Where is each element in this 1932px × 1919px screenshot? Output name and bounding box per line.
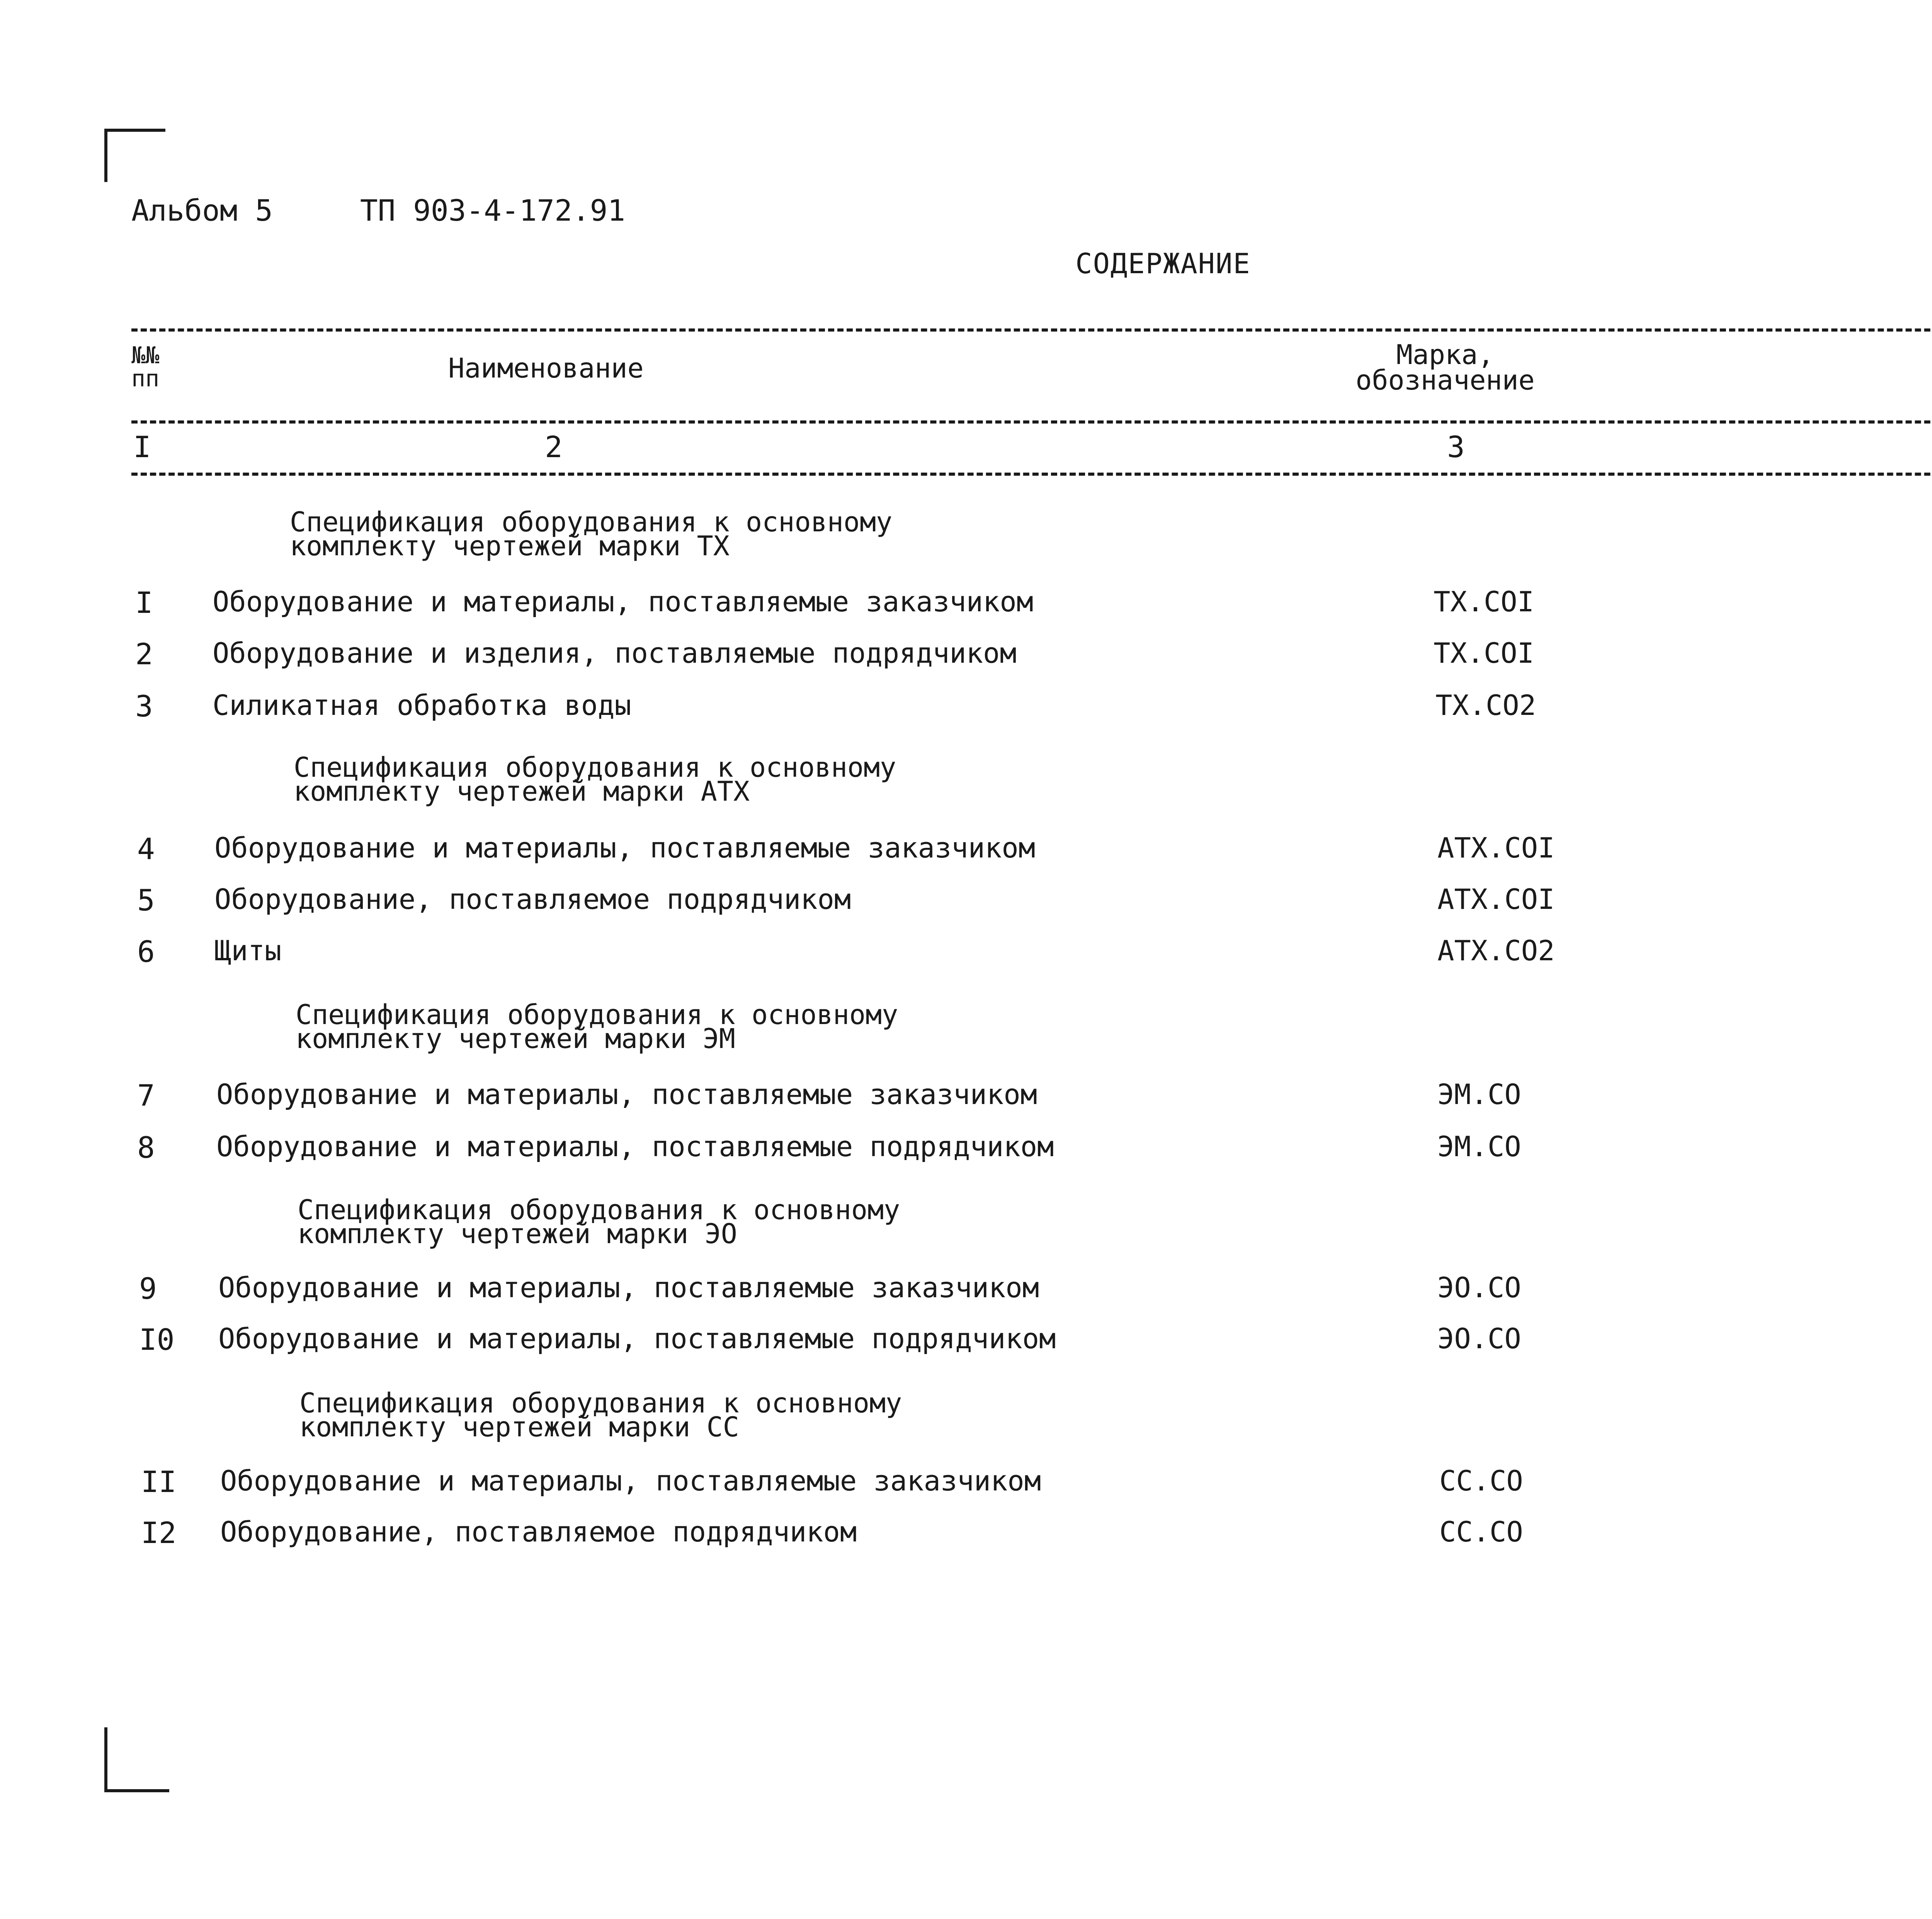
table-row <box>0 1271 1932 1310</box>
row-mark: ЭО.СО <box>1437 1271 1521 1304</box>
document-header <box>131 193 625 228</box>
row-mark: СС.СО <box>1439 1516 1523 1548</box>
row-name: Оборудование и материалы, поставляемые заказчиком <box>213 585 1034 618</box>
column-index: I <box>133 430 151 464</box>
table-row <box>0 883 1932 922</box>
section-heading-line1: Спецификация оборудования к основному <box>294 752 896 783</box>
section-heading <box>294 752 896 807</box>
row-number: 6 <box>137 934 155 969</box>
row-number: 4 <box>137 832 155 866</box>
row-name: Оборудование и материалы, поставляемые подрядчиком <box>216 1130 1054 1163</box>
row-mark: СС.СО <box>1439 1465 1523 1497</box>
row-mark: АТХ.СО2 <box>1437 934 1555 967</box>
column-index: 2 <box>545 430 563 464</box>
row-mark: ЭМ.СО <box>1437 1130 1521 1163</box>
section-heading-line2: комплекту чертежей марки ТХ <box>290 530 730 562</box>
table-row <box>0 689 1932 728</box>
row-mark: АТХ.СОI <box>1437 832 1555 864</box>
row-name: Оборудование, поставляемое подрядчиком <box>220 1516 857 1548</box>
row-name: Оборудование и материалы, поставляемые заказчиком <box>220 1465 1041 1497</box>
row-number: I <box>135 585 153 620</box>
row-mark: ТХ.СОI <box>1434 585 1534 618</box>
row-mark: ЭМ.СО <box>1437 1078 1521 1111</box>
row-name: Оборудование и материалы, поставляемые заказчиком <box>216 1078 1037 1111</box>
table-row <box>0 637 1932 675</box>
divider-dashed <box>131 328 1932 332</box>
table-row <box>0 1322 1932 1361</box>
row-name: Силикатная обработка воды <box>213 689 631 721</box>
section-heading-line2: комплекту чертежей марки СС <box>299 1411 739 1443</box>
column-header-num: №№ пп <box>131 342 160 392</box>
row-mark: ТХ.СО2 <box>1435 689 1536 721</box>
section-heading-line1: Спецификация оборудования к основному <box>296 999 898 1031</box>
row-name: Оборудование, поставляемое подрядчиком <box>214 883 851 915</box>
table-row <box>0 1078 1932 1117</box>
divider-dashed <box>131 473 1932 476</box>
divider-dashed <box>131 420 1932 424</box>
section-heading <box>290 506 893 562</box>
album-label: Альбом 5 <box>131 193 273 228</box>
row-number: I0 <box>139 1322 175 1357</box>
project-code: ТП 903-4-172.91 <box>360 193 626 228</box>
section-heading-line2: комплекту чертежей марки АТХ <box>294 776 750 807</box>
row-number: II <box>141 1465 177 1499</box>
corner-mark-bottom-left <box>104 1727 169 1792</box>
row-number: I2 <box>141 1516 177 1550</box>
corner-mark-top-left <box>104 129 165 182</box>
row-number: 3 <box>135 689 153 723</box>
column-index: 3 <box>1447 430 1465 464</box>
section-heading-line2: комплекту чертежей марки ЭО <box>298 1218 737 1250</box>
section-heading <box>298 1194 900 1250</box>
section-heading <box>299 1387 902 1443</box>
section-heading-line1: Спецификация оборудования к основному <box>299 1387 902 1419</box>
column-header-name: Наименование <box>448 352 644 384</box>
row-number: 5 <box>137 883 155 917</box>
section-heading-line1: Спецификация оборудования к основному <box>298 1194 900 1226</box>
table-row <box>0 832 1932 870</box>
row-name: Оборудование и изделия, поставляемые подрядчиком <box>213 637 1017 669</box>
column-header-mark-line2: обозначение <box>1355 364 1535 396</box>
row-number: 8 <box>137 1130 155 1165</box>
table-row <box>0 585 1932 624</box>
section-heading-line1: Спецификация оборудования к основному <box>290 506 893 538</box>
row-number: 7 <box>137 1078 155 1113</box>
row-number: 9 <box>139 1271 157 1306</box>
row-name: Щиты <box>214 934 282 967</box>
table-row <box>0 1130 1932 1169</box>
row-name: Оборудование и материалы, поставляемые подрядчиком <box>218 1322 1056 1355</box>
page-title: СОДЕРЖАНИЕ <box>1075 247 1251 280</box>
table-row <box>0 1465 1932 1503</box>
section-heading <box>296 999 898 1055</box>
table-row <box>0 1516 1932 1554</box>
section-heading-line2: комплекту чертежей марки ЭМ <box>296 1023 735 1055</box>
row-mark: ЭО.СО <box>1437 1322 1521 1355</box>
row-mark: АТХ.СОI <box>1437 883 1555 915</box>
row-mark: ТХ.СОI <box>1434 637 1534 669</box>
column-header-mark-line1: Марка, <box>1396 339 1494 371</box>
row-name: Оборудование и материалы, поставляемые заказчиком <box>214 832 1036 864</box>
column-header-mark <box>1333 339 1557 396</box>
table-row <box>0 934 1932 973</box>
row-number: 2 <box>135 637 153 671</box>
row-name: Оборудование и материалы, поставляемые заказчиком <box>218 1271 1039 1304</box>
